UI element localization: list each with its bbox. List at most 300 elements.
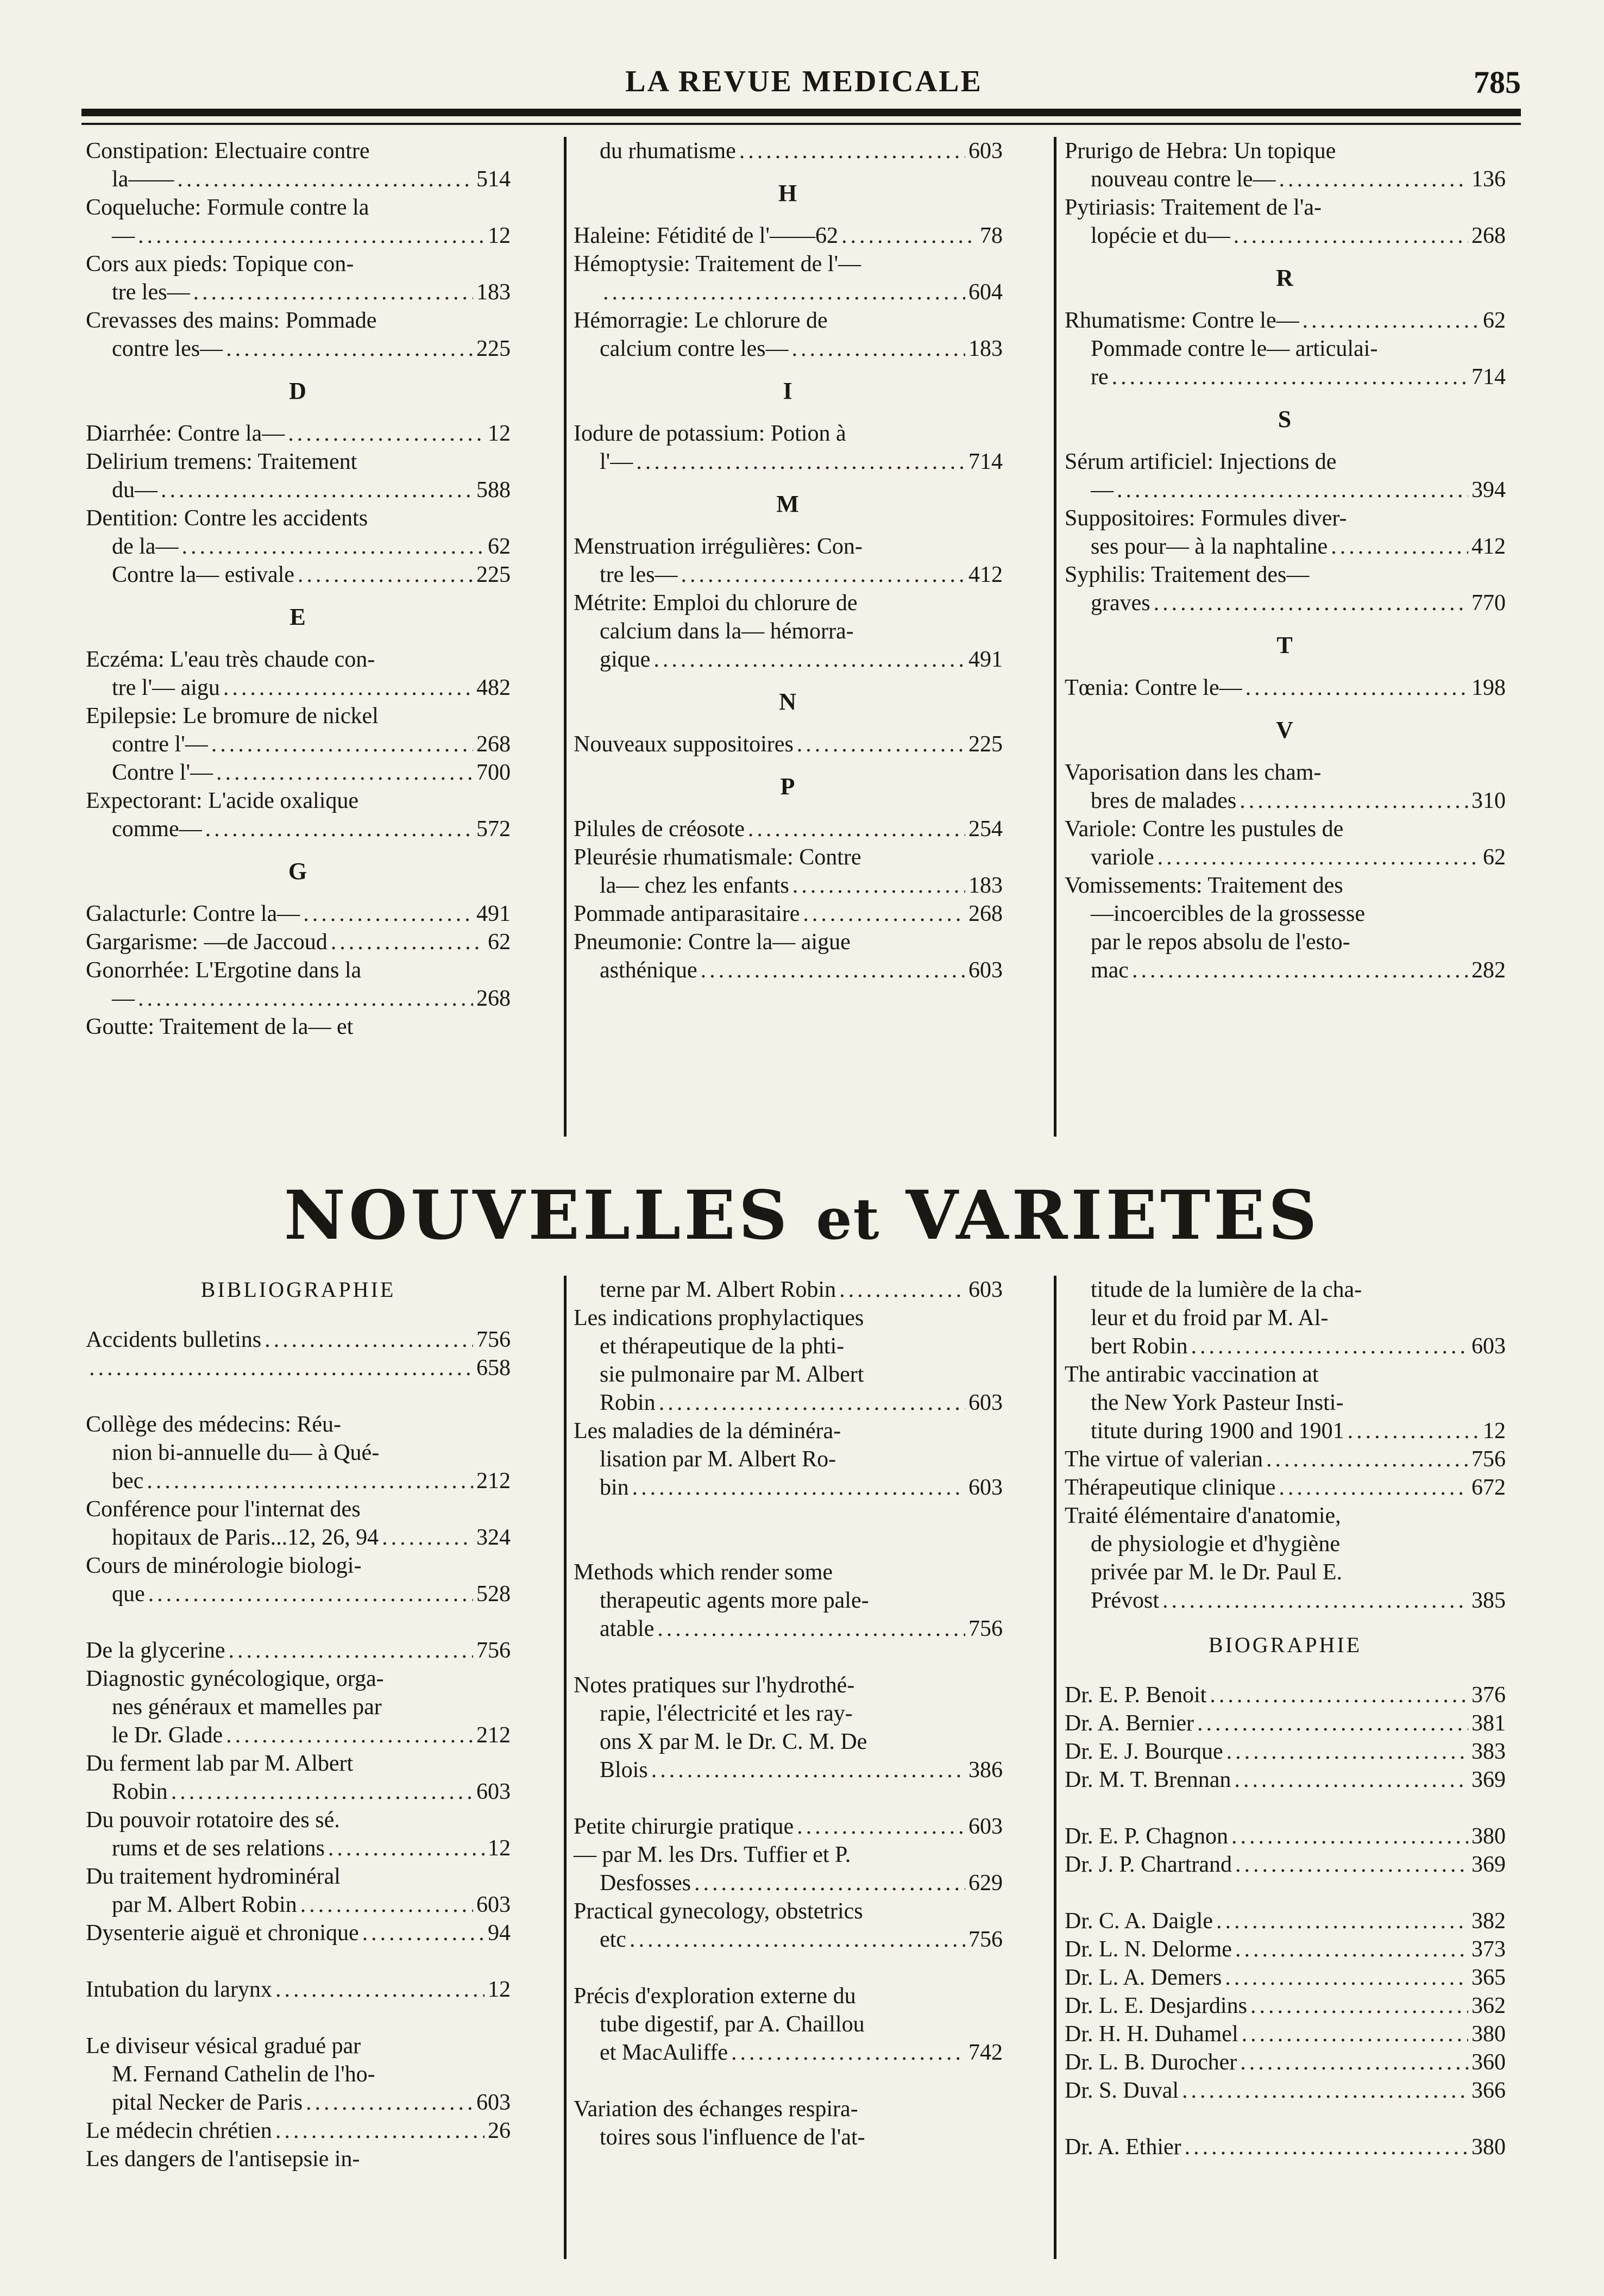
- entry-line: [1065, 1530, 1506, 1558]
- index-entry: [86, 956, 511, 1013]
- entry-text: Pleurésie rhumatismale: Contre: [574, 845, 861, 870]
- entry-line: [86, 335, 511, 363]
- index-entry: [86, 1749, 511, 1806]
- entry-line: [574, 1671, 1003, 1699]
- entry-text: Suppositoires: Formules diver-: [1065, 506, 1347, 531]
- index-entry: [574, 306, 1003, 363]
- header-rule-thin: [81, 123, 1521, 125]
- leader-dots: [1235, 1850, 1468, 1879]
- entry-line: [86, 1495, 511, 1523]
- index-column-1: [81, 137, 511, 1041]
- leader-dots: [89, 1354, 473, 1382]
- entry-line: [1065, 900, 1506, 928]
- entry-text: du rhumatisme: [600, 139, 736, 164]
- index-entry: [1065, 815, 1506, 871]
- entry-line: [1065, 1935, 1506, 1963]
- entry-line: [1065, 448, 1506, 476]
- entry-line: [86, 504, 511, 532]
- entry-text: calcium contre les—: [600, 336, 789, 361]
- entry-text: Dr. L. A. Demers: [1065, 1965, 1222, 1990]
- page-reference: 383: [1471, 1739, 1506, 1764]
- index-entry: [86, 2117, 511, 2145]
- entry-text: Methods which render some: [574, 1560, 833, 1585]
- page-reference: 380: [1471, 1824, 1506, 1849]
- index-entry: [1065, 193, 1506, 250]
- leader-dots: [653, 645, 965, 674]
- entry-text: Contre l'—: [112, 760, 213, 785]
- entry-line: [1065, 504, 1506, 532]
- index-entry: [574, 2095, 1003, 2151]
- leader-dots: [1154, 589, 1468, 617]
- entry-text: M. Fernand Cathelin de l'ho-: [112, 2062, 375, 2087]
- entry-line: [574, 1360, 1003, 1389]
- page-reference: 362: [1471, 1993, 1506, 2018]
- leader-dots: [797, 1812, 965, 1841]
- index-entry: [574, 1558, 1003, 1643]
- entry-text: re: [1091, 365, 1109, 390]
- spacer: [574, 1784, 1003, 1812]
- entry-line: [1065, 589, 1506, 617]
- entry-text: Expectorant: L'acide oxalique: [86, 788, 359, 813]
- entry-line: [1065, 2048, 1506, 2077]
- entry-text: bres de malades: [1091, 788, 1237, 813]
- entry-line: [1065, 165, 1506, 193]
- entry-text: therapeutic agents more pale-: [600, 1588, 869, 1613]
- entry-text: Traité élémentaire d'anatomie,: [1065, 1503, 1341, 1528]
- entry-text: Nouveaux suppositoires: [574, 732, 794, 757]
- entry-line: [86, 1013, 511, 1041]
- entry-line: [1065, 193, 1506, 222]
- leader-dots: [1279, 165, 1468, 193]
- column-divider: [564, 1276, 567, 2259]
- letter-heading: R: [1276, 265, 1294, 291]
- index-entry: [86, 900, 511, 928]
- leader-dots: [1331, 532, 1468, 561]
- page-reference: 198: [1471, 675, 1506, 700]
- entry-line: [574, 928, 1003, 956]
- entry-text: Thérapeutique clinique: [1065, 1475, 1276, 1500]
- nouvelles-varietes-title: [0, 1178, 1604, 1257]
- page-reference: 78: [980, 223, 1003, 248]
- entry-line: [1065, 2020, 1506, 2048]
- entry-line: [86, 306, 511, 335]
- entry-line: [574, 1332, 1003, 1360]
- nouvelles-section: [81, 1276, 1521, 2270]
- leader-dots: [1117, 476, 1468, 504]
- entry-text: Dr. A. Bernier: [1065, 1711, 1194, 1736]
- index-column-3: [1065, 137, 1506, 984]
- entry-text: titude de la lumière de la cha-: [1091, 1277, 1362, 1302]
- spacer: [574, 2067, 1003, 2095]
- entry-line: [574, 1699, 1003, 1728]
- index-entry: [1065, 871, 1506, 984]
- index-entry: [1065, 1737, 1506, 1766]
- entry-text: Accidents bulletins: [86, 1327, 262, 1352]
- index-entry: [86, 758, 511, 787]
- index-entry: [574, 1812, 1003, 1841]
- entry-text: Du ferment lab par M. Albert: [86, 1751, 354, 1776]
- entry-text: Dr. J. P. Chartrand: [1065, 1852, 1232, 1877]
- entry-line: [86, 1467, 511, 1495]
- entry-line: [1065, 1473, 1506, 1502]
- entry-text: Delirium tremens: Traitement: [86, 449, 357, 474]
- index-entry: [1065, 1473, 1506, 1502]
- index-entry: [86, 1552, 511, 1608]
- page-reference: 380: [1471, 2135, 1506, 2160]
- entry-text: Les dangers de l'antisepsie in-: [86, 2147, 360, 2172]
- entry-text: ses pour— à la naphtaline: [1091, 534, 1328, 559]
- entry-text: Le diviseur vésical gradué par: [86, 2034, 361, 2059]
- entry-text: bin: [600, 1475, 629, 1500]
- page-reference: 12: [1483, 1419, 1506, 1444]
- page-reference: 603: [476, 2090, 511, 2115]
- entry-line: [1065, 815, 1506, 843]
- page-reference: 658: [476, 1356, 511, 1381]
- entry-text: Robin: [600, 1390, 656, 1415]
- index-entry: [1065, 1963, 1506, 1992]
- entry-text: privée par M. le Dr. Paul E.: [1091, 1560, 1343, 1585]
- page-reference: 603: [968, 1814, 1003, 1839]
- page-reference: 514: [476, 167, 511, 192]
- entry-line: [86, 1834, 511, 1862]
- entry-line: [86, 815, 511, 843]
- index-entry: [1065, 1907, 1506, 1935]
- page-reference: 62: [1483, 845, 1506, 870]
- entry-line: [1065, 137, 1506, 165]
- entry-line: [86, 1580, 511, 1608]
- letter-heading: I: [783, 378, 794, 404]
- leader-dots: [1242, 2020, 1468, 2048]
- entry-text: —incoercibles de la grossesse: [1091, 901, 1366, 926]
- leader-dots: [1348, 1417, 1480, 1445]
- page-reference: 603: [968, 1475, 1003, 1500]
- entry-line: [1065, 1822, 1506, 1850]
- entry-text: Dr. E. P. Benoit: [1065, 1683, 1207, 1708]
- leader-dots: [298, 561, 473, 589]
- entry-line: [574, 1869, 1003, 1897]
- entry-text: Syphilis: Traitement des—: [1065, 562, 1310, 587]
- leader-dots: [839, 1276, 965, 1304]
- entry-line: [1065, 1276, 1506, 1304]
- page-reference: 12: [488, 421, 511, 446]
- entry-line: [86, 702, 511, 730]
- entry-text: pital Necker de Paris: [112, 2090, 303, 2115]
- entry-line: [574, 335, 1003, 363]
- header-rule: [81, 109, 1521, 116]
- letter-heading: S: [1278, 406, 1293, 432]
- entry-line: [574, 1586, 1003, 1615]
- entry-line: [86, 1326, 511, 1354]
- entry-line: [86, 1665, 511, 1693]
- entry-text: Menstruation irrégulières: Con-: [574, 534, 863, 559]
- leader-dots: [701, 956, 965, 984]
- entry-text: Notes pratiques sur l'hydrothé-: [574, 1673, 855, 1698]
- entry-text: De la glycerine: [86, 1638, 225, 1663]
- entry-text: Hémorragie: Le chlorure de: [574, 308, 828, 333]
- entry-text: calcium dans la— hémorra-: [600, 619, 854, 644]
- index-entry: [1065, 2020, 1506, 2048]
- leader-dots: [147, 1467, 473, 1495]
- entry-line: [574, 871, 1003, 900]
- entry-text: Du traitement hydrominéral: [86, 1864, 341, 1889]
- entry-line: [574, 137, 1003, 165]
- page-reference: 324: [476, 1525, 511, 1550]
- leader-dots: [275, 1975, 485, 2004]
- entry-text: Goutte: Traitement de la— et: [86, 1014, 354, 1039]
- spacer: [86, 1608, 511, 1636]
- index-entry: [1065, 674, 1506, 702]
- index-entry: [1065, 2133, 1506, 2161]
- entry-line: [86, 730, 511, 758]
- leader-dots: [331, 928, 485, 956]
- index-entry: [574, 1841, 1003, 1897]
- entry-text: Variole: Contre les pustules de: [1065, 817, 1344, 842]
- entry-line: [1065, 476, 1506, 504]
- column-divider: [1054, 137, 1056, 1137]
- entry-text: Dentition: Contre les accidents: [86, 506, 368, 531]
- leader-dots: [1182, 2077, 1468, 2105]
- leader-dots: [328, 1834, 485, 1862]
- page-reference: 183: [476, 280, 511, 305]
- entry-line: [86, 2145, 511, 2173]
- page-reference: 394: [1471, 478, 1506, 503]
- entry-line: [86, 137, 511, 165]
- bibliographie-column-2: [574, 1276, 1003, 2151]
- entry-line: [1065, 1907, 1506, 1935]
- entry-text: Conférence pour l'internat des: [86, 1497, 361, 1522]
- index-section: [81, 137, 1521, 1147]
- index-entry: [1065, 306, 1506, 335]
- entry-text: titute during 1900 and 1901: [1091, 1419, 1344, 1444]
- entry-line: [1065, 1389, 1506, 1417]
- page-reference: 94: [488, 1921, 511, 1946]
- entry-line: [1065, 532, 1506, 561]
- page-reference: 491: [968, 647, 1003, 672]
- entry-text: tre l'— aigu: [112, 675, 220, 700]
- page-reference: 310: [1471, 788, 1506, 813]
- spacer: [86, 1947, 511, 1975]
- entry-text: bert Robin: [1091, 1334, 1188, 1359]
- entry-text: Desfosses: [600, 1871, 691, 1896]
- entry-text: — par M. les Drs. Tuffier et P.: [574, 1842, 851, 1867]
- entry-line: [86, 1975, 511, 2004]
- entry-text: contre les—: [112, 336, 223, 361]
- entry-line: [1065, 1502, 1506, 1530]
- index-entry: [1065, 1709, 1506, 1737]
- page-reference: 604: [968, 280, 1003, 305]
- leader-dots: [797, 730, 965, 758]
- page-reference: 572: [476, 817, 511, 842]
- entry-line: [86, 1778, 511, 1806]
- spacer: [574, 1530, 1003, 1558]
- entry-line: [86, 1693, 511, 1721]
- entry-text: Vomissements: Traitement des: [1065, 873, 1343, 898]
- entry-line: [86, 222, 511, 250]
- spacer: [574, 1502, 1003, 1530]
- index-entry: [86, 1919, 511, 1947]
- entry-line: [1065, 1766, 1506, 1794]
- page-reference: 412: [968, 562, 1003, 587]
- entry-line: [574, 1473, 1003, 1502]
- page-reference: 603: [1471, 1334, 1506, 1359]
- entry-text: Pommade antiparasitaire: [574, 901, 800, 926]
- leader-dots: [803, 900, 965, 928]
- entry-line: [574, 1389, 1003, 1417]
- entry-text: Haleine: Fétidité de l'——62: [574, 223, 838, 248]
- index-entry: [574, 1304, 1003, 1417]
- entry-line: [86, 645, 511, 674]
- index-entry: [1065, 758, 1506, 815]
- entry-line: [86, 532, 511, 561]
- page-reference: 700: [476, 760, 511, 785]
- index-column-2: [574, 137, 1003, 984]
- entry-line: [574, 956, 1003, 984]
- letter-heading: P: [780, 773, 796, 800]
- page-reference: 603: [476, 1779, 511, 1804]
- index-entry: [574, 900, 1003, 928]
- leader-dots: [193, 278, 473, 306]
- leader-dots: [306, 2088, 473, 2117]
- entry-text: Dr. C. A. Daigle: [1065, 1909, 1213, 1934]
- entry-text: Dr. M. T. Brennan: [1065, 1767, 1231, 1792]
- spacer: [1065, 1879, 1506, 1907]
- entry-line: [1065, 306, 1506, 335]
- entry-text: Intubation du larynx: [86, 1977, 272, 2002]
- index-entry: [86, 1975, 511, 2004]
- entry-text: par le repos absolu de l'esto-: [1091, 930, 1350, 955]
- entry-line: [86, 1806, 511, 1834]
- entry-text: de la—: [112, 534, 179, 559]
- leader-dots: [694, 1869, 965, 1897]
- index-entry: [1065, 1992, 1506, 2020]
- entry-line: [1065, 758, 1506, 787]
- leader-dots: [300, 1891, 473, 1919]
- leader-dots: [1225, 1963, 1468, 1992]
- entry-text: Robin: [112, 1779, 168, 1804]
- index-entry: [86, 928, 511, 956]
- entry-line: [1065, 956, 1506, 984]
- page-reference: 756: [476, 1327, 511, 1352]
- entry-text: nion bi-annuelle du— à Qué-: [112, 1440, 380, 1465]
- entry-line: [86, 900, 511, 928]
- index-entry: [86, 1354, 511, 1382]
- entry-line: [1065, 335, 1506, 363]
- entry-text: —: [1091, 478, 1114, 503]
- page-reference: 183: [968, 336, 1003, 361]
- letter-heading: M: [776, 491, 800, 517]
- entry-text: hopitaux de Paris...12, 26, 94: [112, 1525, 379, 1550]
- page-reference: 365: [1471, 1965, 1506, 1990]
- entry-text: par M. Albert Robin: [112, 1892, 297, 1917]
- entry-text: Dr. L. B. Durocher: [1065, 2050, 1237, 2075]
- entry-line: [574, 448, 1003, 476]
- page-reference: 225: [476, 336, 511, 361]
- page-reference: 770: [1471, 591, 1506, 616]
- title-varietes: VARIETES: [905, 1176, 1320, 1255]
- page-reference: 268: [476, 732, 511, 757]
- entry-line: [574, 2038, 1003, 2067]
- leader-dots: [177, 165, 473, 193]
- index-entry: [86, 787, 511, 843]
- page-reference: 183: [968, 873, 1003, 898]
- index-entry: [86, 645, 511, 702]
- entry-text: l'—: [600, 449, 633, 474]
- entry-line: [1065, 1332, 1506, 1360]
- index-entry: [86, 250, 511, 306]
- letter-heading: T: [1276, 632, 1294, 658]
- page-reference: 412: [1471, 534, 1506, 559]
- leader-dots: [739, 137, 965, 165]
- index-entry: [1065, 2048, 1506, 2077]
- letter-heading: G: [288, 858, 309, 884]
- entry-line: [1065, 1850, 1506, 1879]
- entry-line: [86, 674, 511, 702]
- leader-dots: [651, 1756, 965, 1784]
- leader-dots: [659, 1389, 965, 1417]
- entry-text: Blois: [600, 1758, 648, 1783]
- entry-line: [86, 2088, 511, 2117]
- entry-text: Epilepsie: Le bromure de nickel: [86, 704, 379, 729]
- entry-line: [574, 1756, 1003, 1784]
- entry-line: [86, 250, 511, 278]
- index-entry: [86, 1862, 511, 1919]
- entry-line: [86, 1891, 511, 1919]
- page-reference: 26: [488, 2118, 511, 2143]
- entry-line: [1065, 1963, 1506, 1992]
- letter-heading: N: [779, 688, 797, 715]
- index-entry: [86, 137, 511, 193]
- entry-text: nouveau contre le—: [1091, 167, 1276, 192]
- entry-text: graves: [1091, 591, 1150, 616]
- entry-text: Métrite: Emploi du chlorure de: [574, 591, 858, 616]
- entry-text: Constipation: Electuaire contre: [86, 139, 370, 164]
- entry-text: Prévost: [1091, 1588, 1159, 1613]
- index-entry: [1065, 561, 1506, 617]
- entry-line: [574, 306, 1003, 335]
- entry-text: de physiologie et d'hygiène: [1091, 1532, 1340, 1557]
- leader-dots: [630, 1925, 965, 1954]
- page-reference: 212: [476, 1469, 511, 1494]
- entry-text: Crevasses des mains: Pommade: [86, 308, 377, 333]
- index-entry: [86, 193, 511, 250]
- page-reference: 282: [1471, 958, 1506, 983]
- entry-line: [86, 2032, 511, 2060]
- entry-text: Pneumonie: Contre la— aigue: [574, 930, 851, 955]
- page-reference: 756: [476, 1638, 511, 1663]
- page-reference: 12: [488, 1836, 511, 1861]
- entry-line: [574, 1925, 1003, 1954]
- index-entry: [86, 702, 511, 758]
- entry-line: [1065, 1737, 1506, 1766]
- page-reference: 373: [1471, 1937, 1506, 1962]
- index-entry: [86, 1495, 511, 1552]
- entry-line: [1065, 363, 1506, 391]
- entry-line: [86, 956, 511, 984]
- index-entry: [86, 1410, 511, 1495]
- entry-line: [86, 787, 511, 815]
- page-reference: 588: [476, 478, 511, 503]
- entry-text: Dr. S. Duval: [1065, 2078, 1179, 2103]
- entry-text: Galacturle: Contre la—: [86, 901, 300, 926]
- page-reference: 742: [968, 2040, 1003, 2065]
- leader-dots: [1132, 956, 1468, 984]
- entry-text: Pilules de créosote: [574, 817, 745, 842]
- entry-text: gique: [600, 647, 651, 672]
- entry-text: bec: [112, 1469, 144, 1494]
- entry-text: Cors aux pieds: Topique con-: [86, 252, 354, 277]
- page-reference: 482: [476, 675, 511, 700]
- index-entry: [574, 1417, 1003, 1502]
